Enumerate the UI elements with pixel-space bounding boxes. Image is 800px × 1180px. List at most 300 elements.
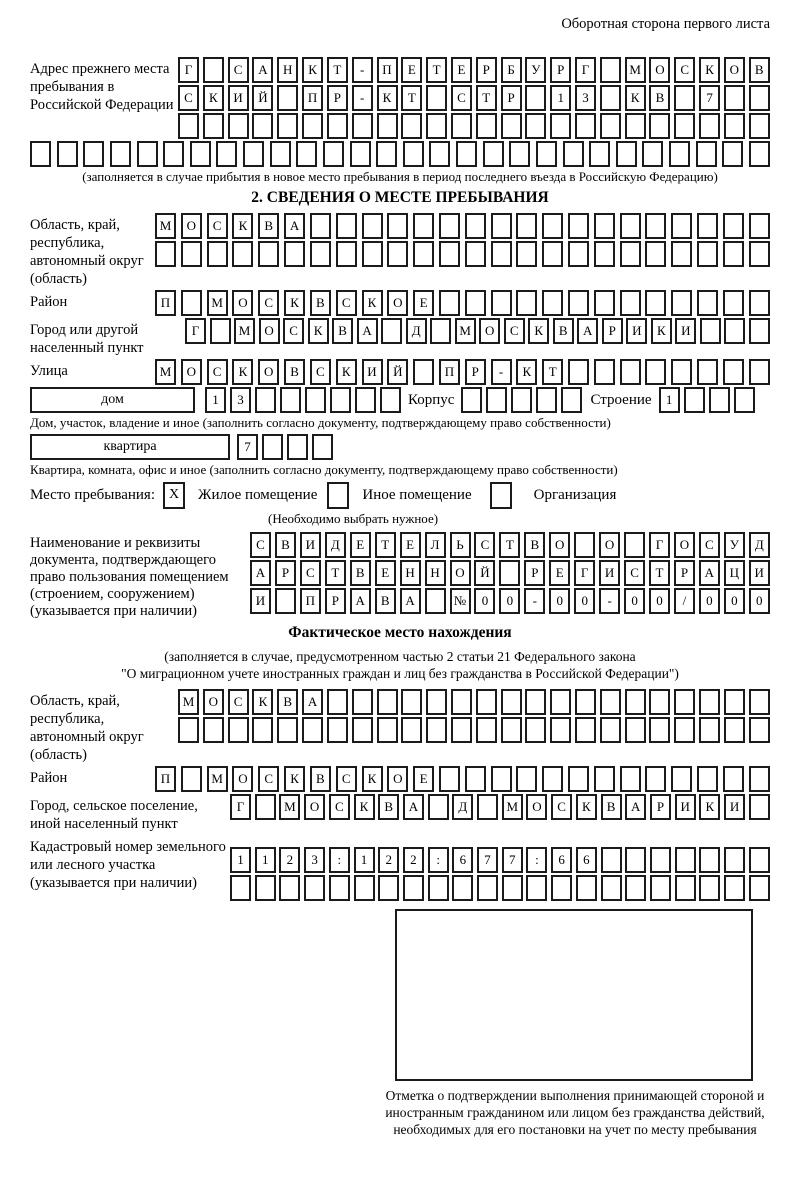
char-box[interactable] [550, 113, 571, 139]
char-box[interactable]: А [302, 689, 323, 715]
char-box[interactable] [650, 847, 671, 873]
char-box[interactable]: П [302, 85, 323, 111]
char-box[interactable] [749, 113, 770, 139]
char-box[interactable] [83, 141, 104, 167]
char-box[interactable]: О [258, 359, 279, 385]
char-box[interactable] [675, 875, 696, 901]
char-box[interactable] [575, 113, 596, 139]
char-box[interactable]: В [524, 532, 545, 558]
char-box[interactable] [600, 57, 621, 83]
char-box[interactable] [401, 689, 422, 715]
char-box[interactable]: М [234, 318, 255, 344]
char-box[interactable] [516, 241, 537, 267]
char-box[interactable]: А [403, 794, 424, 820]
char-box[interactable]: М [178, 689, 199, 715]
char-box[interactable]: И [300, 532, 321, 558]
char-box[interactable]: Е [413, 290, 434, 316]
char-box[interactable]: М [279, 794, 300, 820]
char-box[interactable] [305, 387, 326, 413]
char-box[interactable] [461, 387, 482, 413]
char-box[interactable] [451, 113, 472, 139]
char-box[interactable]: 6 [452, 847, 473, 873]
char-box[interactable] [401, 113, 422, 139]
char-box[interactable] [451, 689, 472, 715]
char-box[interactable] [600, 689, 621, 715]
char-box[interactable] [403, 875, 424, 901]
char-box[interactable] [456, 141, 477, 167]
char-box[interactable]: О [450, 560, 471, 586]
char-box[interactable]: И [675, 794, 696, 820]
char-box[interactable]: В [350, 560, 371, 586]
char-box[interactable]: - [352, 85, 373, 111]
char-box[interactable]: Г [574, 560, 595, 586]
char-box[interactable] [525, 113, 546, 139]
char-box[interactable]: К [302, 57, 323, 83]
char-box[interactable] [310, 241, 331, 267]
char-box[interactable] [230, 875, 251, 901]
char-box[interactable]: С [178, 85, 199, 111]
char-box[interactable]: Е [400, 532, 421, 558]
char-box[interactable] [155, 241, 176, 267]
char-box[interactable]: Т [426, 57, 447, 83]
char-box[interactable]: Т [542, 359, 563, 385]
char-box[interactable] [561, 387, 582, 413]
char-box[interactable] [465, 241, 486, 267]
char-box[interactable] [476, 689, 497, 715]
char-box[interactable]: С [624, 560, 645, 586]
char-box[interactable]: В [749, 57, 770, 83]
char-box[interactable]: К [203, 85, 224, 111]
char-box[interactable] [563, 141, 584, 167]
char-box[interactable]: Й [252, 85, 273, 111]
char-box[interactable] [210, 318, 231, 344]
char-box[interactable]: И [250, 588, 271, 614]
char-box[interactable] [649, 689, 670, 715]
char-box[interactable]: О [387, 766, 408, 792]
char-box[interactable]: 0 [749, 588, 770, 614]
char-box[interactable]: С [551, 794, 572, 820]
char-box[interactable]: : [428, 847, 449, 873]
char-box[interactable] [600, 717, 621, 743]
char-box[interactable]: С [699, 532, 720, 558]
char-box[interactable] [499, 560, 520, 586]
char-box[interactable]: 1 [205, 387, 226, 413]
char-box[interactable]: О [181, 359, 202, 385]
char-box[interactable]: Г [185, 318, 206, 344]
char-box[interactable] [511, 387, 532, 413]
char-box[interactable]: 0 [574, 588, 595, 614]
char-box[interactable] [203, 57, 224, 83]
char-box[interactable]: К [516, 359, 537, 385]
char-box[interactable] [439, 766, 460, 792]
char-box[interactable]: Р [501, 85, 522, 111]
char-box[interactable] [270, 141, 291, 167]
char-box[interactable] [377, 689, 398, 715]
char-box[interactable]: К [252, 689, 273, 715]
char-box[interactable] [483, 141, 504, 167]
char-box[interactable]: Р [550, 57, 571, 83]
char-box[interactable]: М [155, 213, 176, 239]
char-box[interactable] [252, 717, 273, 743]
char-box[interactable]: О [526, 794, 547, 820]
char-box[interactable]: С [228, 689, 249, 715]
char-box[interactable] [413, 213, 434, 239]
char-box[interactable]: 7 [477, 847, 498, 873]
char-box[interactable] [671, 290, 692, 316]
char-box[interactable]: Ц [724, 560, 745, 586]
char-box[interactable]: 6 [576, 847, 597, 873]
char-box[interactable] [426, 689, 447, 715]
char-box[interactable] [675, 847, 696, 873]
char-box[interactable] [181, 766, 202, 792]
char-box[interactable] [723, 290, 744, 316]
char-box[interactable] [697, 290, 718, 316]
char-box[interactable] [649, 113, 670, 139]
char-box[interactable]: О [304, 794, 325, 820]
char-box[interactable]: 2 [279, 847, 300, 873]
char-box[interactable]: Р [275, 560, 296, 586]
char-box[interactable]: А [252, 57, 273, 83]
char-box[interactable]: Б [501, 57, 522, 83]
char-box[interactable] [354, 875, 375, 901]
char-box[interactable] [476, 717, 497, 743]
char-box[interactable]: А [400, 588, 421, 614]
char-box[interactable]: С [504, 318, 525, 344]
char-box[interactable]: С [474, 532, 495, 558]
char-box[interactable] [625, 847, 646, 873]
char-box[interactable] [232, 241, 253, 267]
char-box[interactable] [568, 241, 589, 267]
char-box[interactable] [439, 241, 460, 267]
char-box[interactable]: В [649, 85, 670, 111]
char-box[interactable]: 3 [575, 85, 596, 111]
char-box[interactable] [697, 241, 718, 267]
char-box[interactable] [749, 85, 770, 111]
char-box[interactable] [699, 113, 720, 139]
char-box[interactable]: М [207, 290, 228, 316]
char-box[interactable]: Р [602, 318, 623, 344]
char-box[interactable]: / [674, 588, 695, 614]
char-box[interactable]: С [207, 359, 228, 385]
char-box[interactable] [674, 85, 695, 111]
char-box[interactable]: Д [406, 318, 427, 344]
char-box[interactable] [671, 766, 692, 792]
char-box[interactable] [671, 241, 692, 267]
char-box[interactable]: В [378, 794, 399, 820]
char-box[interactable] [575, 717, 596, 743]
char-box[interactable]: Г [649, 532, 670, 558]
char-box[interactable] [491, 290, 512, 316]
char-box[interactable]: 3 [304, 847, 325, 873]
char-box[interactable]: Р [674, 560, 695, 586]
char-box[interactable] [724, 85, 745, 111]
char-box[interactable]: Й [474, 560, 495, 586]
char-box[interactable]: П [300, 588, 321, 614]
char-box[interactable] [465, 290, 486, 316]
char-box[interactable] [277, 85, 298, 111]
char-box[interactable] [542, 766, 563, 792]
char-box[interactable]: 0 [474, 588, 495, 614]
char-box[interactable] [262, 434, 283, 460]
char-box[interactable]: : [329, 847, 350, 873]
char-box[interactable]: К [284, 290, 305, 316]
char-box[interactable]: К [651, 318, 672, 344]
char-box[interactable]: М [625, 57, 646, 83]
char-box[interactable] [525, 85, 546, 111]
char-box[interactable] [304, 875, 325, 901]
char-box[interactable] [401, 717, 422, 743]
char-box[interactable] [426, 717, 447, 743]
char-box[interactable] [181, 241, 202, 267]
char-box[interactable] [568, 213, 589, 239]
char-box[interactable] [724, 847, 745, 873]
char-box[interactable]: К [528, 318, 549, 344]
char-box[interactable]: В [332, 318, 353, 344]
char-box[interactable] [163, 141, 184, 167]
char-box[interactable] [287, 434, 308, 460]
char-box[interactable]: О [232, 290, 253, 316]
char-box[interactable] [502, 875, 523, 901]
char-box[interactable] [203, 113, 224, 139]
char-box[interactable] [137, 141, 158, 167]
char-box[interactable] [216, 141, 237, 167]
char-box[interactable]: Т [325, 560, 346, 586]
char-box[interactable]: : [526, 847, 547, 873]
char-box[interactable] [589, 141, 610, 167]
residential-premises-checkbox[interactable]: X [163, 482, 185, 509]
char-box[interactable] [255, 387, 276, 413]
char-box[interactable]: К [284, 766, 305, 792]
char-box[interactable] [350, 141, 371, 167]
char-box[interactable]: 1 [354, 847, 375, 873]
char-box[interactable] [428, 875, 449, 901]
char-box[interactable]: О [674, 532, 695, 558]
char-box[interactable]: Р [524, 560, 545, 586]
char-box[interactable]: С [451, 85, 472, 111]
char-box[interactable]: 3 [230, 387, 251, 413]
char-box[interactable] [451, 717, 472, 743]
house-type-box[interactable]: дом [30, 387, 195, 413]
char-box[interactable]: Д [749, 532, 770, 558]
char-box[interactable]: Е [549, 560, 570, 586]
char-box[interactable] [594, 290, 615, 316]
char-box[interactable] [671, 359, 692, 385]
char-box[interactable]: Й [387, 359, 408, 385]
char-box[interactable] [329, 875, 350, 901]
char-box[interactable]: - [491, 359, 512, 385]
char-box[interactable] [203, 717, 224, 743]
char-box[interactable]: 0 [649, 588, 670, 614]
char-box[interactable]: С [258, 290, 279, 316]
char-box[interactable] [352, 717, 373, 743]
char-box[interactable] [749, 847, 770, 873]
char-box[interactable] [724, 689, 745, 715]
char-box[interactable]: К [362, 290, 383, 316]
char-box[interactable]: Г [230, 794, 251, 820]
char-box[interactable]: И [749, 560, 770, 586]
char-box[interactable] [601, 847, 622, 873]
char-box[interactable]: У [724, 532, 745, 558]
char-box[interactable]: Р [650, 794, 671, 820]
char-box[interactable]: М [502, 794, 523, 820]
char-box[interactable]: К [699, 57, 720, 83]
char-box[interactable] [724, 113, 745, 139]
char-box[interactable] [601, 875, 622, 901]
char-box[interactable]: Т [401, 85, 422, 111]
char-box[interactable] [624, 532, 645, 558]
char-box[interactable]: Т [649, 560, 670, 586]
organization-checkbox[interactable] [490, 482, 512, 509]
char-box[interactable] [645, 766, 666, 792]
char-box[interactable]: 1 [255, 847, 276, 873]
char-box[interactable] [749, 141, 770, 167]
char-box[interactable] [568, 290, 589, 316]
char-box[interactable]: И [599, 560, 620, 586]
char-box[interactable] [724, 318, 745, 344]
char-box[interactable]: Т [375, 532, 396, 558]
char-box[interactable] [620, 213, 641, 239]
char-box[interactable] [362, 213, 383, 239]
char-box[interactable]: 2 [403, 847, 424, 873]
char-box[interactable] [476, 113, 497, 139]
char-box[interactable]: А [357, 318, 378, 344]
char-box[interactable]: И [626, 318, 647, 344]
char-box[interactable]: А [350, 588, 371, 614]
char-box[interactable]: 0 [624, 588, 645, 614]
char-box[interactable] [302, 113, 323, 139]
char-box[interactable] [323, 141, 344, 167]
char-box[interactable] [426, 113, 447, 139]
char-box[interactable] [536, 387, 557, 413]
char-box[interactable] [697, 213, 718, 239]
char-box[interactable] [620, 241, 641, 267]
char-box[interactable] [477, 875, 498, 901]
char-box[interactable]: 7 [237, 434, 258, 460]
char-box[interactable] [327, 717, 348, 743]
char-box[interactable] [649, 717, 670, 743]
char-box[interactable]: Н [277, 57, 298, 83]
char-box[interactable]: - [524, 588, 545, 614]
char-box[interactable]: К [308, 318, 329, 344]
char-box[interactable]: С [336, 766, 357, 792]
char-box[interactable] [723, 359, 744, 385]
char-box[interactable]: М [455, 318, 476, 344]
char-box[interactable] [509, 141, 530, 167]
char-box[interactable]: П [377, 57, 398, 83]
char-box[interactable]: Н [400, 560, 421, 586]
char-box[interactable] [310, 213, 331, 239]
char-box[interactable]: Е [413, 766, 434, 792]
char-box[interactable]: 0 [699, 588, 720, 614]
char-box[interactable] [550, 717, 571, 743]
char-box[interactable] [30, 141, 51, 167]
char-box[interactable] [625, 875, 646, 901]
char-box[interactable] [749, 213, 770, 239]
char-box[interactable]: С [300, 560, 321, 586]
char-box[interactable] [491, 241, 512, 267]
char-box[interactable] [275, 588, 296, 614]
char-box[interactable]: С [329, 794, 350, 820]
char-box[interactable] [280, 387, 301, 413]
char-box[interactable] [178, 113, 199, 139]
char-box[interactable]: П [155, 290, 176, 316]
char-box[interactable]: В [275, 532, 296, 558]
char-box[interactable] [428, 794, 449, 820]
char-box[interactable] [625, 113, 646, 139]
char-box[interactable]: С [336, 290, 357, 316]
char-box[interactable] [501, 689, 522, 715]
char-box[interactable] [600, 113, 621, 139]
char-box[interactable] [336, 213, 357, 239]
char-box[interactable]: У [525, 57, 546, 83]
char-box[interactable] [516, 213, 537, 239]
char-box[interactable] [642, 141, 663, 167]
char-box[interactable]: 2 [378, 847, 399, 873]
char-box[interactable]: - [352, 57, 373, 83]
char-box[interactable]: С [283, 318, 304, 344]
char-box[interactable] [594, 213, 615, 239]
char-box[interactable]: 0 [724, 588, 745, 614]
char-box[interactable] [526, 875, 547, 901]
char-box[interactable]: А [250, 560, 271, 586]
char-box[interactable] [228, 113, 249, 139]
char-box[interactable] [568, 359, 589, 385]
char-box[interactable]: Л [425, 532, 446, 558]
char-box[interactable]: К [232, 213, 253, 239]
char-box[interactable]: И [228, 85, 249, 111]
char-box[interactable]: 0 [499, 588, 520, 614]
char-box[interactable]: Д [325, 532, 346, 558]
char-box[interactable]: А [577, 318, 598, 344]
char-box[interactable]: А [625, 794, 646, 820]
char-box[interactable]: Т [476, 85, 497, 111]
char-box[interactable] [516, 290, 537, 316]
char-box[interactable]: Г [575, 57, 596, 83]
char-box[interactable] [425, 588, 446, 614]
char-box[interactable]: О [479, 318, 500, 344]
char-box[interactable] [362, 241, 383, 267]
char-box[interactable] [277, 717, 298, 743]
char-box[interactable] [376, 141, 397, 167]
char-box[interactable]: - [599, 588, 620, 614]
char-box[interactable] [430, 318, 451, 344]
char-box[interactable]: 1 [230, 847, 251, 873]
char-box[interactable] [477, 794, 498, 820]
char-box[interactable] [252, 113, 273, 139]
char-box[interactable] [650, 875, 671, 901]
char-box[interactable]: В [553, 318, 574, 344]
char-box[interactable] [284, 241, 305, 267]
char-box[interactable] [516, 766, 537, 792]
char-box[interactable] [542, 213, 563, 239]
char-box[interactable] [57, 141, 78, 167]
char-box[interactable]: Ь [450, 532, 471, 558]
char-box[interactable]: М [155, 359, 176, 385]
char-box[interactable] [620, 290, 641, 316]
char-box[interactable]: 0 [549, 588, 570, 614]
char-box[interactable] [330, 387, 351, 413]
char-box[interactable]: Д [452, 794, 473, 820]
char-box[interactable] [724, 875, 745, 901]
char-box[interactable]: Р [327, 85, 348, 111]
char-box[interactable]: К [377, 85, 398, 111]
char-box[interactable] [110, 141, 131, 167]
char-box[interactable]: В [277, 689, 298, 715]
char-box[interactable]: С [207, 213, 228, 239]
char-box[interactable]: О [724, 57, 745, 83]
char-box[interactable]: В [310, 766, 331, 792]
char-box[interactable] [749, 318, 770, 344]
